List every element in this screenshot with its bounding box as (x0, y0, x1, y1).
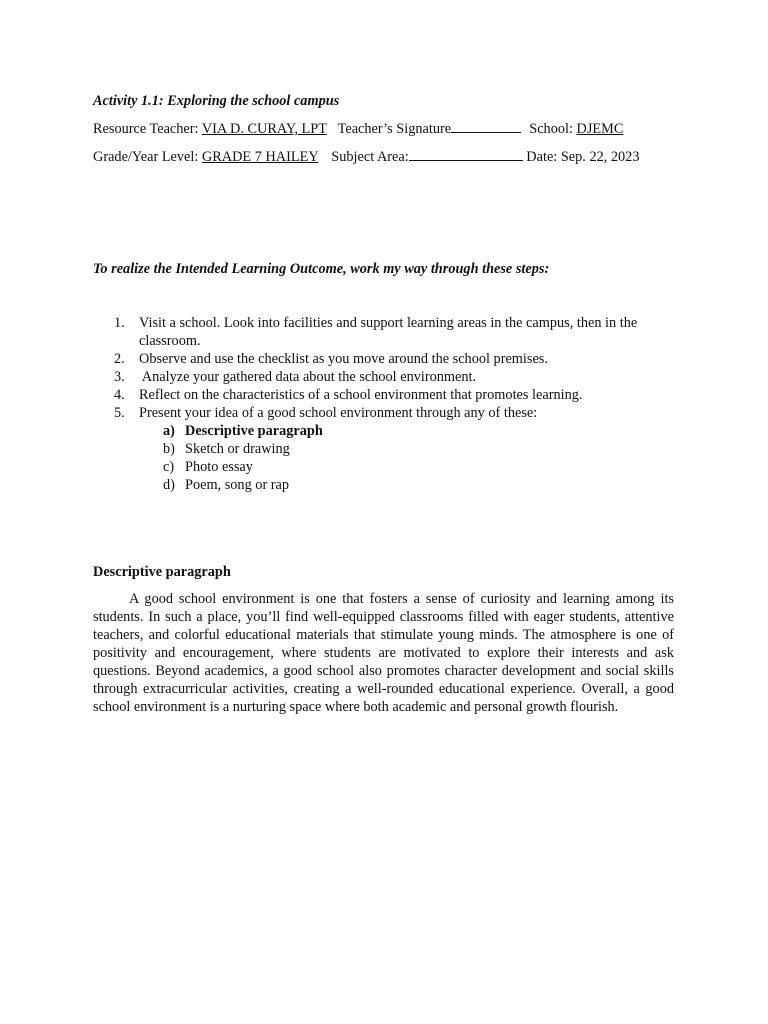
list-item (110, 386, 670, 404)
subject-label: Subject Area: (331, 149, 409, 165)
option-text: Poem, song or rap (185, 477, 290, 493)
step-text: Analyze your gathered data about the school environment. (139, 369, 477, 385)
list-item (163, 476, 670, 494)
steps-list (110, 314, 670, 494)
date-label: Date: (526, 149, 558, 165)
descriptive-paragraph: A good school environment is one that fosters a sense of curiosity and learning among its students. In such a place, you’ll find well-equipped classrooms filled with eager students, attentive teachers, and colorful educational materials that stimulate young minds. The atmosphere is one of positivity and encouragement, where students are motivated to explore their interests and ask questions. Beyond academics, a good school also promotes character development and social skills through extracurricular activities, creating a well-rounded educational experience. Overall, a good school environment is a nurturing space where both academic and personal growth flourish. (93, 591, 674, 715)
grade-value: GRADE 7 HAILEY (201, 149, 319, 165)
list-item (110, 314, 670, 350)
signature-blank (451, 120, 521, 133)
option-letter: a) (163, 423, 175, 439)
signature-label: Teacher’s Signature (337, 121, 452, 137)
school-label: School: (529, 121, 573, 137)
subject-blank (409, 148, 523, 161)
instructions-heading: To realize the Intended Learning Outcome, work my way through these steps: (93, 261, 550, 277)
step-number: 5. (114, 405, 125, 421)
step-number: 4. (114, 387, 125, 403)
step-text: Visit a school. Look into facilities and support learning areas in the campus, then in the classroom. (139, 315, 638, 349)
grade-label: Grade/Year Level: (93, 149, 199, 165)
step-number: 2. (114, 351, 125, 367)
step-text: Reflect on the characteristics of a school environment that promotes learning. (139, 387, 583, 403)
step-number: 3. (114, 369, 125, 385)
date-value: Sep. 22, 2023 (560, 149, 640, 165)
descriptive-heading: Descriptive paragraph (93, 564, 231, 580)
list-item (110, 368, 670, 386)
options-list (139, 422, 670, 494)
list-item (163, 422, 670, 440)
list-item (110, 404, 670, 494)
resource-teacher-label: Resource Teacher: (93, 121, 199, 137)
list-item (110, 350, 670, 368)
option-text: Photo essay (185, 459, 253, 475)
option-letter: d) (163, 477, 175, 493)
header-row-grade (93, 148, 639, 166)
list-item (163, 440, 670, 458)
option-text: Sketch or drawing (185, 441, 290, 457)
step-text: Present your idea of a good school environment through any of these: (139, 405, 538, 421)
step-number: 1. (114, 315, 125, 331)
option-text: Descriptive paragraph (185, 423, 323, 439)
header-row-teacher (93, 120, 623, 138)
option-letter: c) (163, 459, 175, 475)
resource-teacher-value: VIA D. CURAY, LPT (201, 121, 327, 137)
list-item (163, 458, 670, 476)
option-letter: b) (163, 441, 175, 457)
school-value: DJEMC (576, 121, 624, 137)
activity-title: Activity 1.1: Exploring the school campus (93, 93, 340, 109)
step-text: Observe and use the checklist as you move around the school premises. (139, 351, 548, 367)
